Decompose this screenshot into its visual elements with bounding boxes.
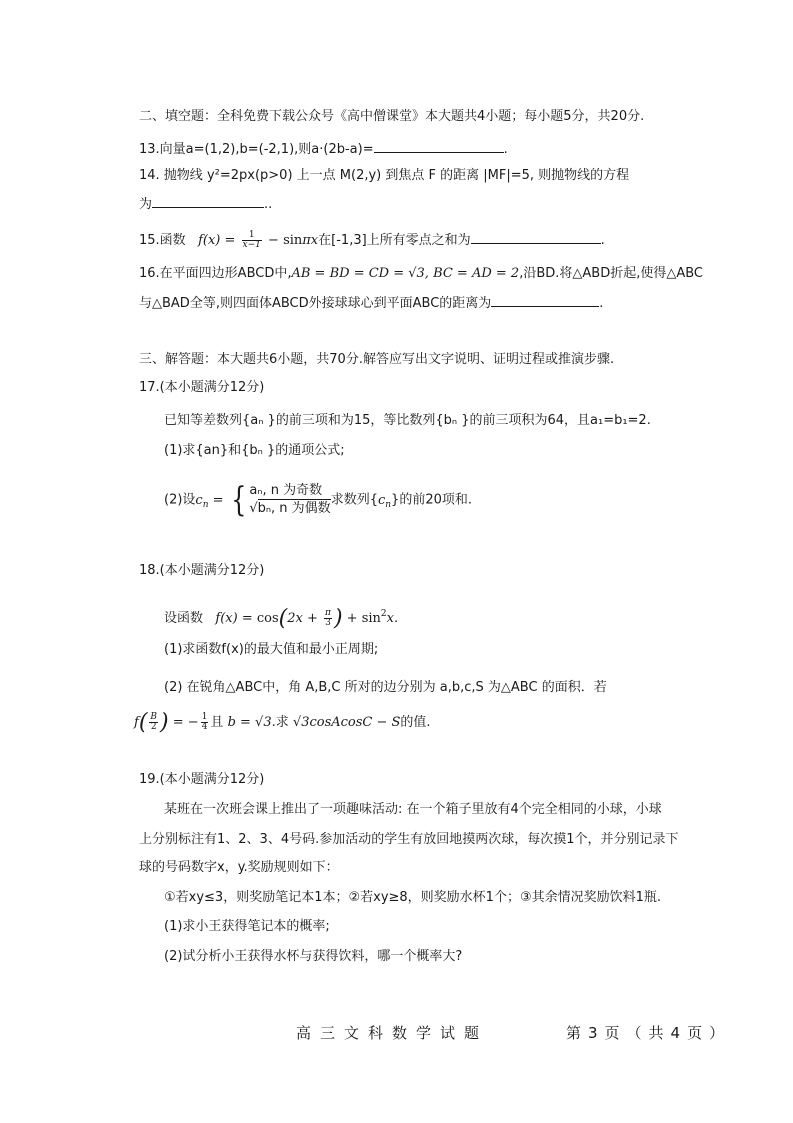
q16-question: 与△BAD全等,则四面体ABCD外接球球心到平面ABC的距离为 [139,296,492,311]
question-15 [139,229,605,251]
q18-b-value: b = √3. [227,715,276,730]
q17-cn-symbol: $c_n$ = [195,492,224,510]
q15-suffix: 在[-1,3]上所有零点之和为 [318,233,471,248]
q15-function-formula: f(x) = $\frac{1}{x-1}$ − sinπx [189,230,319,250]
q19-line3: 球的号码数字x，y.奖励规则如下： [139,860,339,875]
q17-stem: 已知等差数列{aₙ }的前三项和为15，等比数列{bₙ }的前三项积为64，且a₁=b₁=2. [164,413,651,428]
q13-answer-blank[interactable] [374,138,504,153]
q17-part2-prefix: (2)设 [164,492,196,508]
q18-and: 且 [210,715,224,730]
q18-condition-formula: f( $\frac{B}{2}$ ) = − $\frac{1}{4}$ [134,710,208,735]
q16-fold-text: ,沿BD.将△ABD折起,使得△ABC [519,266,704,281]
q17-case-even: √bₙ, n 为偶数 [249,501,331,516]
q15-prefix: 15.函数 [139,233,186,248]
q19-line4: ①若xy≤3，则奖励笔记本1本；②若xy≥8，则奖励水杯1个；③其余情况奖励饮料1瓶. [164,890,662,905]
q19-line2: 上分别标注有1、2、3、4号码.参加活动的学生有放回地摸两次球，每次摸1个，并分别记录下 [139,832,679,847]
q18-part1: (1)求函数f(x)的最大值和最小正周期; [164,642,379,657]
q14-prefix: 为 [139,197,153,212]
q18-title: 18.(本小题满分12分) [139,563,265,578]
q18-ask: 求 [275,715,289,730]
question-16-line1 [139,264,703,284]
q19-line1: 某班在一次班会课上推出了一项趣味活动: 在一个箱子里放有4个完全相同的小球，小球 [164,802,662,817]
question-14-line1: 14. 抛物线 y²=2px(p>0) 上一点 M(2,y) 到焦点 F 的距离 |MF|=5, 则抛物线的方程 [139,168,630,183]
q16-end: . [599,296,604,311]
q13-end: . [503,142,508,157]
q17-part2-suffix: 求数列{ [330,492,378,508]
q16-answer-blank[interactable] [491,292,599,307]
q19-part1: (1)求小王获得笔记本的概率; [164,919,330,934]
q17-part2-end: }的前20项和. [391,492,472,508]
q17-cases [249,482,330,518]
section3-header: 三、解答题：本大题共6小题，共70分.解答应写出文字说明、证明过程或推演步骤. [139,352,615,367]
q17-case-odd: aₙ, n 为奇数 [249,483,323,498]
q15-end: . [600,233,605,248]
q17-title: 17.(本小题满分12分) [139,380,265,395]
q17-brace: { [230,480,247,520]
q17-cn-symbol-2: $c_n$ [377,492,392,510]
question-13 [139,138,508,160]
q14-answer-blank[interactable] [152,193,264,208]
footer-subject: 高三文科数学试题 [296,1024,489,1042]
q18-part2-line2 [134,708,431,738]
q16-prefix: 16.在平面四边形ABCD中, [139,266,292,281]
question-16-line2 [139,292,603,314]
q18-stem-prefix: 设函数 [164,611,204,626]
q19-title: 19.(本小题满分12分) [139,772,265,787]
q18-end: 的值. [400,715,431,730]
footer-page-number: 第3页（共4页） [566,1024,732,1042]
q17-part1: (1)求{an}和{bₙ }的通项公式; [164,443,345,458]
q18-function-formula: f(x) = cos(2x + $\frac{\pi}{3}$ ) + $\sin^2x$. [207,606,399,631]
q17-part2 [164,480,472,525]
q14-end: .. [264,197,273,212]
q18-target-expr: √3cosAcosC − S [292,715,401,730]
q13-text: 13.向量a=(1,2),b=(-2,1),则a·(2b-a)= [139,142,374,157]
q15-answer-blank[interactable] [471,229,601,244]
q19-part2: (2)试分析小王获得水杯与获得饮料，哪一个概率大? [164,949,463,964]
q18-part2-line1: (2) 在锐角△ABC中，角 A,B,C 所对的边分别为 a,b,c,S 为△ABC 的面积．若 [164,680,607,695]
q16-condition: AB = BD = CD = √3, BC = AD = 2 [291,266,520,281]
section2-header: 二、填空题：全科免费下载公众号《高中僧课堂》本大题共4小题；每小题5分，共20分. [139,109,645,124]
question-14-line2 [139,193,272,215]
q18-stem [164,600,398,633]
